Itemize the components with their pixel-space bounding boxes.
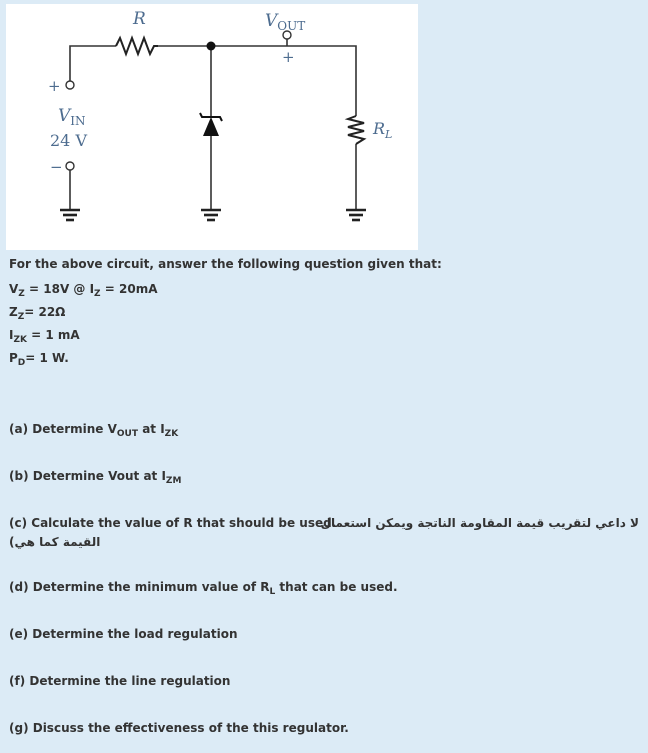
circuit-diagram [6,4,418,250]
resistor-r [116,38,158,54]
label-vout: $V_{OUT}$ [265,11,306,33]
label-r: R [133,9,146,29]
wire-top [158,46,356,116]
question-a: (a) Determine $V_{OUT}$ at $I_{ZK}$ [9,422,179,439]
question-f: (f) Determine the line regulation [9,674,231,688]
given-vz: $V_Z = 18V$ @ $I_Z = 20mA$ [9,282,158,299]
question-d: (d) Determine the minimum value of $R_L$ that can be used. [9,580,398,597]
given-zz: $Z_Z= 22\Omega$ [9,305,66,322]
label-vin-value: 24 V [50,131,87,150]
ground-symbol-left [60,210,80,220]
label-vin-minus: − [50,158,63,176]
resistor-rl [348,116,364,144]
question-e: (e) Determine the load regulation [9,627,238,641]
label-vout-plus: + [282,48,295,66]
question-g: (g) Discuss the effectiveness of the this regulator. [9,721,349,735]
given-pd: $P_D= 1$ W. [9,351,69,368]
ground-symbol-right [346,210,366,220]
vin-plus-terminal [66,81,74,89]
vin-minus-terminal [66,162,74,170]
given-izk: $I_{ZK} = 1$ mA [9,328,80,345]
label-vin: $V_{IN}$ [58,106,86,128]
question-c-arabic-line2: القيمة كما هي) [9,535,101,549]
junction-node [207,42,216,51]
circuit-svg [6,4,418,250]
zener-diode [203,117,219,136]
label-rl: $R_L$ [373,119,393,141]
ground-symbol-middle [201,210,221,220]
question-c-arabic-line1: لا داعي لتقريب قيمة المقاومة الناتجة ويمكن استعمال [320,516,639,530]
label-vin-plus: + [48,77,61,95]
question-b: (b) Determine Vout at $I_{ZM}$ [9,469,182,486]
wire-left [70,46,116,81]
question-c: (c) Calculate the value of R that should be used. لا داعي لتقريب قيمة المقاومة الناتجة ويمكن استعمال [9,516,639,530]
intro-text: For the above circuit, answer the following question given that: [9,257,442,271]
